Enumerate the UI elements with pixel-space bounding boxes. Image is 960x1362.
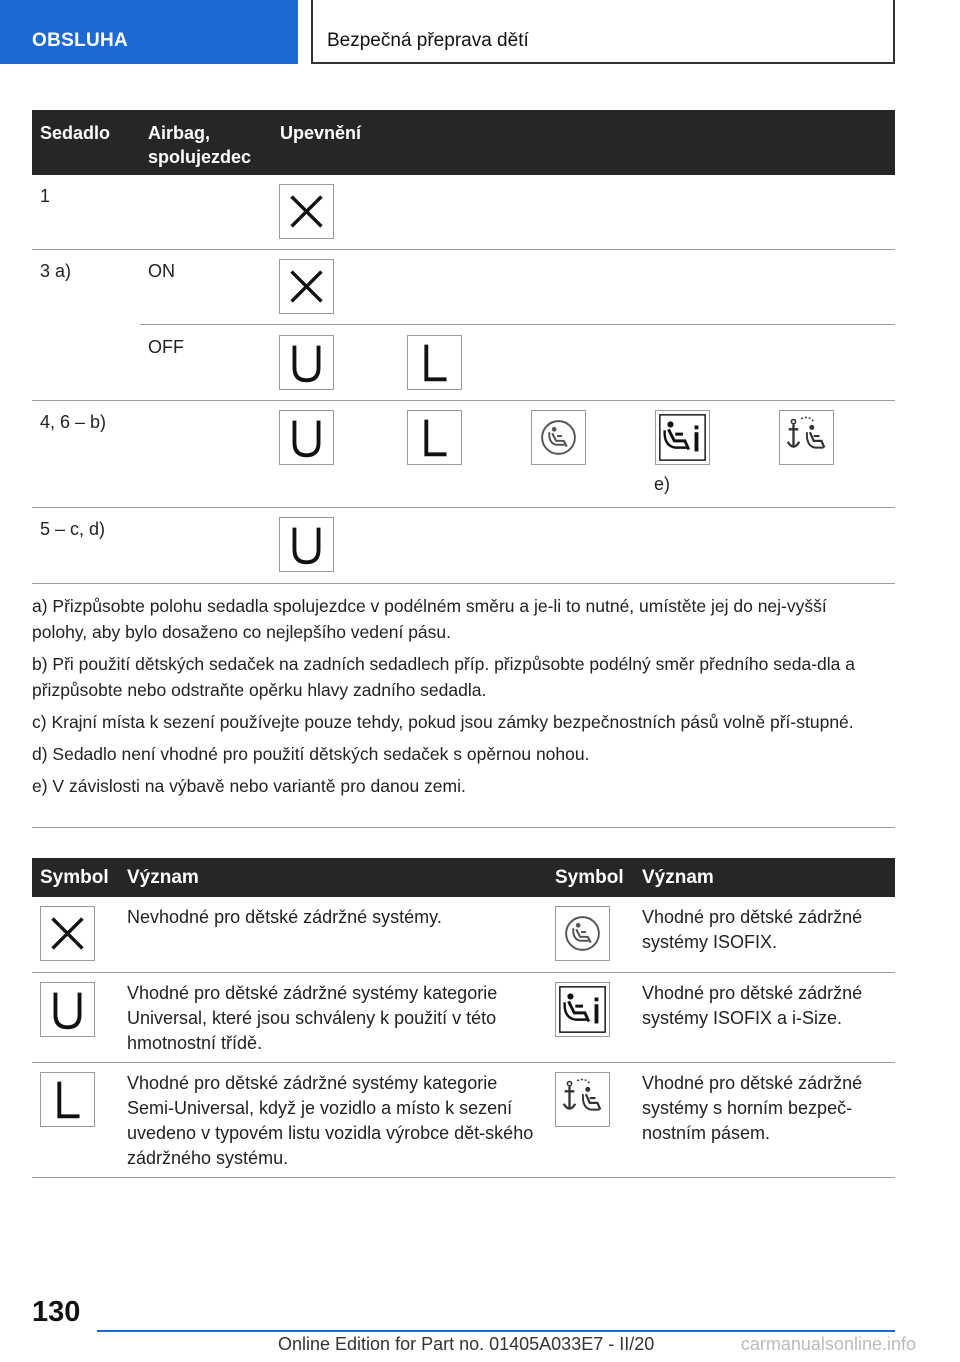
table-row xyxy=(32,508,895,584)
symbol-meaning: Vhodné pro dětské zádržné systémy ISOFIX. xyxy=(642,907,863,952)
symbol-meaning: Vhodné pro dětské zádržné systémy s horním bezpeč-nostním pásem. xyxy=(642,1073,863,1143)
semi-universal-l-icon xyxy=(407,335,462,390)
header-seat: Sedadlo xyxy=(40,123,111,143)
table-header xyxy=(32,858,895,897)
airbag-off-subrow xyxy=(140,326,895,401)
header-meaning: Význam xyxy=(127,867,199,888)
footnote: b) Při použití dětských sedaček na zadních sedadlech příp. přizpůsobte podélný směr předního seda-dla a přizpůsobte nebo odstraňte opěrku hlavy zadního sedadla. xyxy=(32,654,855,700)
table-footnotes xyxy=(32,585,895,828)
header-symbol: Symbol xyxy=(40,867,109,888)
header-airbag: Airbag, spolujezdec xyxy=(148,123,252,167)
header-fixing: Upevnění xyxy=(280,123,362,143)
cross-icon xyxy=(279,259,334,314)
semi-universal-l-icon xyxy=(40,1072,95,1127)
seat-label: 3 a) xyxy=(40,261,72,281)
footnote: c) Krajní místa k sezení používejte pouze tehdy, pokud jsou zámky bezpečnostních pásů volně pří-stupné. xyxy=(32,712,854,732)
seat-label: 4, 6 – b) xyxy=(40,412,107,432)
universal-u-icon xyxy=(279,410,334,465)
table-row xyxy=(32,175,895,250)
footnote: d) Sedadlo není vhodné pro použití dětských sedaček s opěrnou nohou. xyxy=(32,744,590,764)
section-tab: OBSLUHA xyxy=(0,0,298,64)
isofix-isize-icon xyxy=(555,982,610,1037)
top-tether-icon xyxy=(555,1072,610,1127)
seat-fitting-table xyxy=(32,110,895,584)
symbol-legend-table xyxy=(32,858,895,1178)
universal-u-icon xyxy=(40,982,95,1037)
table-row xyxy=(32,401,895,508)
airbag-state: OFF xyxy=(148,337,184,357)
table-row xyxy=(32,1063,895,1178)
universal-u-icon xyxy=(279,335,334,390)
symbol-meaning: Nevhodné pro dětské zádržné systémy. xyxy=(127,907,442,927)
isofix-seat-icon xyxy=(531,410,586,465)
chapter-title: Bezpečná přeprava dětí xyxy=(311,0,895,64)
watermark: carmanualsonline.info xyxy=(740,1334,916,1354)
header-meaning: Význam xyxy=(642,867,714,888)
table-row xyxy=(32,250,895,401)
isofix-seat-icon xyxy=(555,906,610,961)
footnote: e) V závislosti na výbavě nebo variantě pro danou zemi. xyxy=(32,776,466,796)
footer-rule xyxy=(97,1330,895,1332)
top-tether-icon xyxy=(779,410,834,465)
cross-icon xyxy=(40,906,95,961)
cross-icon xyxy=(279,184,334,239)
header-symbol: Symbol xyxy=(555,867,624,888)
footnote: a) Přizpůsobte polohu sedadla spolujezdce v podélném směru a je-li to nutné, umístěte jej do nej-vyšší polohy, aby bylo dosaženo co nejlepšího vedení pásu. xyxy=(32,596,827,642)
table-row xyxy=(32,973,895,1063)
airbag-state: ON xyxy=(148,261,175,281)
isofix-isize-icon xyxy=(655,410,710,465)
table-row xyxy=(32,897,895,973)
page-number: 130 xyxy=(32,1296,81,1328)
seat-label: 5 – c, d) xyxy=(40,519,106,539)
symbol-meaning: Vhodné pro dětské zádržné systémy ISOFIX a i-Size. xyxy=(642,983,863,1028)
symbol-meaning: Vhodné pro dětské zádržné systémy kategorie Universal, které jsou schváleny k použití v této hmotnostní třídě. xyxy=(127,983,498,1053)
footnote-ref: e) xyxy=(654,474,671,494)
edition-note: Online Edition for Part no. 01405A033E7 - II/20 xyxy=(278,1334,655,1354)
universal-u-icon xyxy=(279,517,334,572)
symbol-meaning: Vhodné pro dětské zádržné systémy kategorie Semi-Universal, když je vozidlo a místo k sezení uvedeno v typovém listu vozidla výrobce dět-ského zádržného systému. xyxy=(127,1073,534,1168)
semi-universal-l-icon xyxy=(407,410,462,465)
airbag-on-subrow xyxy=(140,250,895,325)
seat-label: 1 xyxy=(40,186,51,206)
table-header xyxy=(32,110,895,175)
